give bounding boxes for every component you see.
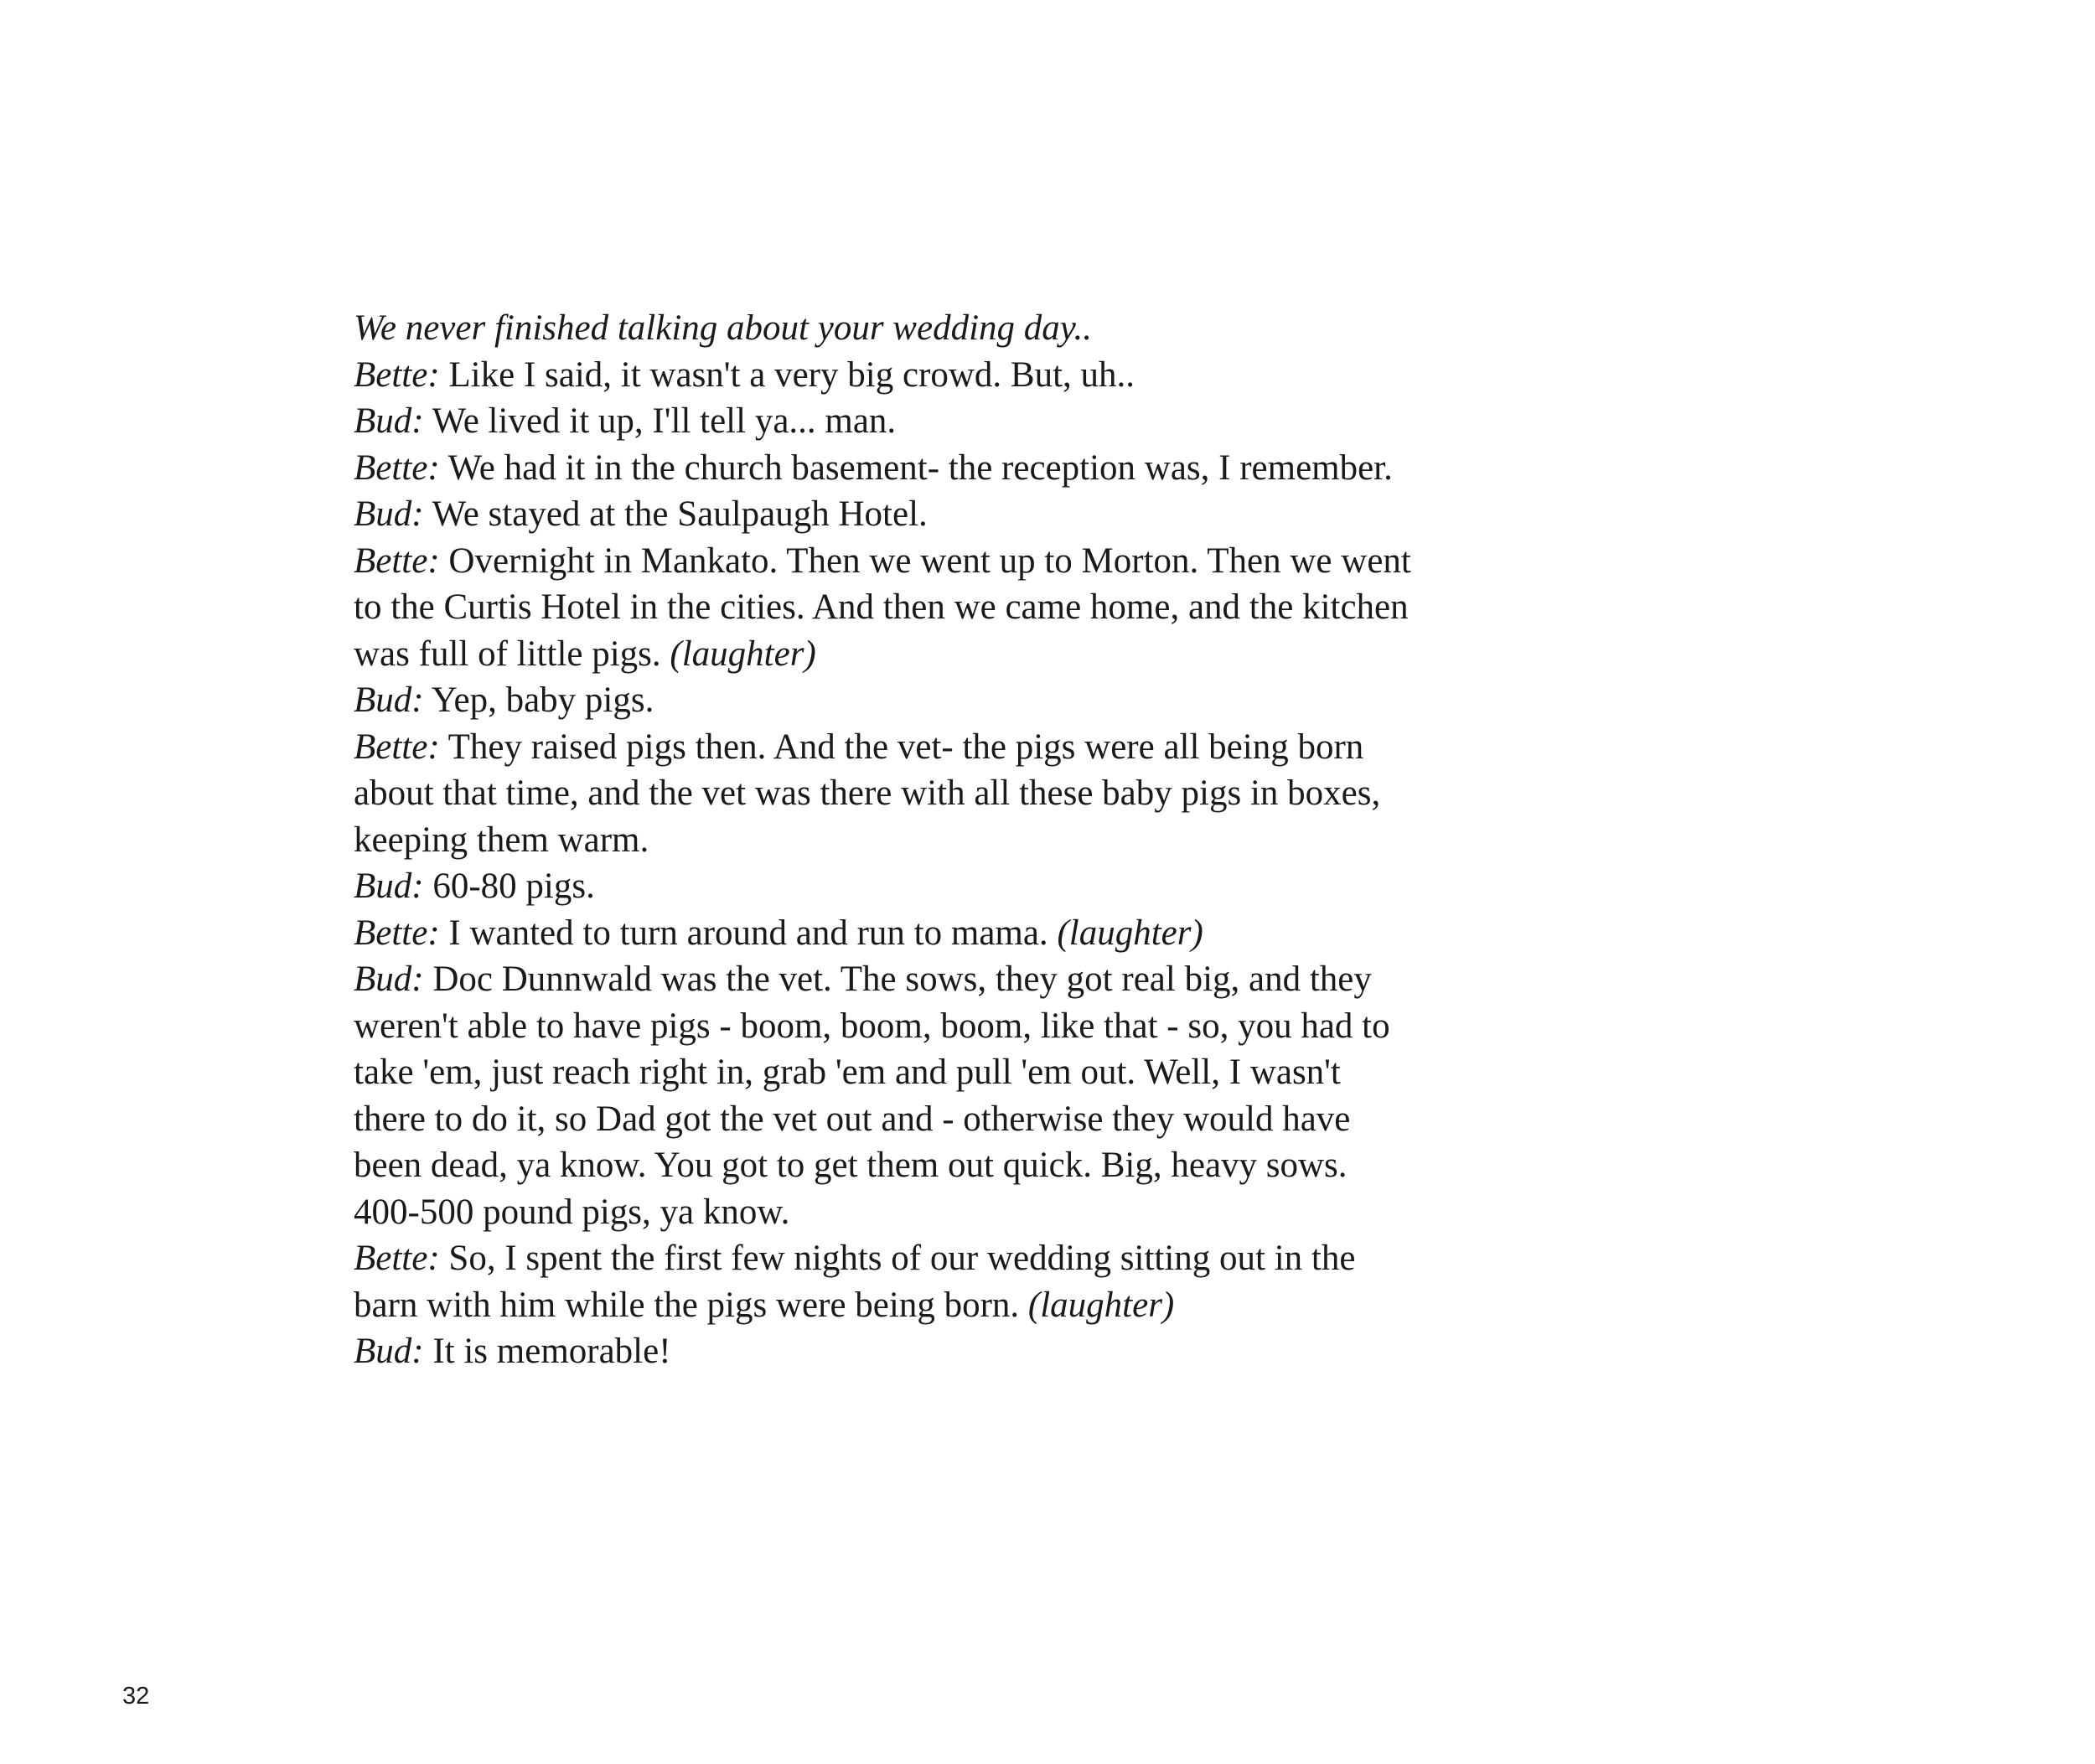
dialogue-line: So, I spent the first few nights of our wedding sitting out in the: [448, 1239, 1356, 1278]
dialogue-line: We stayed at the Saulpaugh Hotel.: [432, 494, 928, 534]
dialogue-list: [354, 352, 1694, 1375]
speaker-name: Bette:: [354, 447, 440, 488]
question-text: We never finished talking about your wedding day..: [354, 308, 1092, 348]
interview-transcript: [354, 305, 1694, 1375]
speaker-name: Bette:: [354, 1239, 440, 1278]
dialogue-line: We had it in the church basement- the reception was, I remember.: [447, 447, 1393, 488]
stage-note: (laughter): [1027, 1285, 1175, 1325]
dialogue-line: 400-500 pound pigs, ya know.: [354, 1192, 790, 1232]
speaker-name: Bud:: [354, 866, 424, 906]
dialogue-entry: [354, 724, 1694, 864]
speaker-name: Bette:: [354, 727, 440, 767]
dialogue-line: to the Curtis Hotel in the cities. And then we came home, and the kitchen: [354, 587, 1409, 627]
dialogue-line: keeping them warm.: [354, 820, 649, 860]
dialogue-line: about that time, and the vet was there with all these baby pigs in boxes,: [354, 773, 1381, 813]
dialogue-entry: [354, 352, 1694, 399]
interviewer-question: [354, 305, 1694, 352]
speaker-name: Bette:: [354, 354, 440, 395]
page-number: 32: [122, 1683, 150, 1710]
speaker-name: Bette:: [354, 913, 440, 953]
dialogue-line: 60-80 pigs.: [432, 866, 595, 906]
dialogue-line: Overnight in Mankato. Then we went up to Morton. Then we went: [448, 541, 1411, 581]
dialogue-line: there to do it, so Dad got the vet out and - otherwise they would have: [354, 1099, 1351, 1139]
stage-note: (laughter): [670, 634, 816, 674]
dialogue-entry: [354, 538, 1694, 678]
dialogue-line: Like I said, it wasn't a very big crowd. But, uh..: [448, 354, 1135, 395]
dialogue-entry: [354, 491, 1694, 538]
dialogue-line: take 'em, just reach right in, grab 'em and pull 'em out. Well, I wasn't: [354, 1053, 1341, 1092]
dialogue-line: They raised pigs then. And the vet- the pigs were all being born: [447, 727, 1364, 767]
dialogue-entry: [354, 677, 1694, 724]
dialogue-line: barn with him while the pigs were being born.: [354, 1285, 1020, 1325]
dialogue-entry: [354, 1235, 1694, 1328]
speaker-name: Bud:: [354, 680, 424, 720]
speaker-name: Bud:: [354, 401, 424, 441]
dialogue-entry: [354, 956, 1694, 1235]
dialogue-line: was full of little pigs.: [354, 634, 661, 674]
speaker-name: Bud:: [354, 960, 424, 999]
dialogue-line: We lived it up, I'll tell ya... man.: [432, 401, 897, 441]
dialogue-line: weren't able to have pigs - boom, boom, boom, like that - so, you had to: [354, 1006, 1390, 1046]
dialogue-entry: [354, 910, 1694, 957]
speaker-name: Bud:: [354, 1332, 424, 1371]
speaker-name: Bud:: [354, 494, 424, 534]
dialogue-entry: [354, 398, 1694, 445]
dialogue-line: Doc Dunnwald was the vet. The sows, they got real big, and they: [432, 960, 1372, 999]
dialogue-line: Yep, baby pigs.: [431, 680, 654, 720]
stage-note: (laughter): [1057, 913, 1203, 953]
dialogue-line: been dead, ya know. You got to get them out quick. Big, heavy sows.: [354, 1146, 1348, 1185]
dialogue-line: I wanted to turn around and run to mama.: [448, 913, 1048, 953]
speaker-name: Bette:: [354, 541, 440, 581]
dialogue-entry: [354, 445, 1694, 492]
dialogue-entry: [354, 1328, 1694, 1375]
dialogue-line: It is memorable!: [432, 1332, 671, 1371]
dialogue-entry: [354, 863, 1694, 910]
